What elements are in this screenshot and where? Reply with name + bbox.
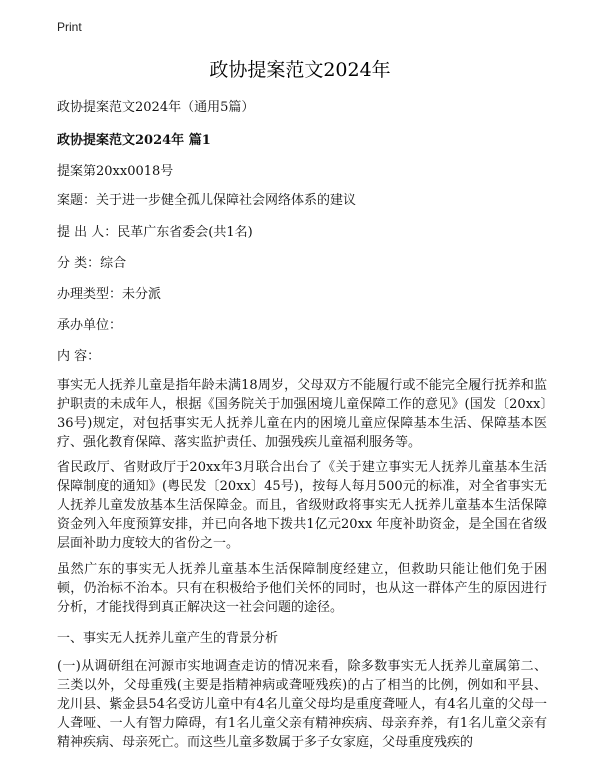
paragraph-3: 虽然广东的事实无人抚养儿童基本生活保障制度经建立，但救助只能让他们免于困顿，仍治标不治本。只有在积极给予他们关怀的同时，也从这一群体产生的原因进行分析，才能找得到真正解决这一社会问题的途径。 (57, 562, 547, 615)
paragraph-1: 事实无人抚养儿童是指年龄未满18周岁，父母双方不能履行或不能完全履行抚养和监护职责的未成年人，根据《国务院关于加强困境儿童保障工作的意见》(国发〔20xx〕36号)规定，对包括事实无人抚养儿童在内的困境儿童应保障基本生活、保障基本医疗、强化教育保障、落实监护责任、加强残疾儿童福利服务等。 (57, 378, 547, 450)
proposer: 提 出 人：民革广东省委会(共1名) (57, 225, 253, 240)
content-label: 内 容： (57, 349, 101, 364)
paragraph-2: 省民政厅、省财政厅于20xx年3月联合出台了《关于建立事实无人抚养儿童基本生活保障制度的通知》(粤民发〔20xx〕45号)，按每人每月500元的标准，对全省事实无人抚养儿童发放基本生活保障金。而且，省级财政将事实无人抚养儿童基本生活保障资金列入年度预算安排，并已向各地下拨共1亿元20xx 年度补助资金，是全国在省级层面补助力度较大的省份之一。 (57, 460, 547, 551)
handling-unit: 承办单位： (57, 318, 123, 333)
paragraph-4: (一)从调研组在河源市实地调查走访的情况来看，除多数事实无人抚养儿童属第二、三类以外，父母重残(主要是指精神病或聋哑残疾)的占了相当的比例，例如和平县、龙川县、紫金县54名受访儿童中有4名儿童父母均是重度聋哑人，有4名儿童的父母一人聋哑、一人有智力障碍，有1名儿童父亲有精神疾病、母亲弃养，有1名儿童父亲有精神疾病、母亲死亡。而这些儿童多数属于多子女家庭，父母重度残疾的 (57, 659, 547, 750)
section-subheading: 一、事实无人抚养儿童产生的背景分析 (57, 631, 279, 646)
document-title: 政协提案范文2024年 (209, 59, 391, 81)
document-subtitle: 政协提案范文2024年（通用5篇） (57, 100, 255, 115)
category: 分 类：综合 (57, 256, 127, 271)
print-link[interactable]: Print (57, 20, 82, 34)
proposal-subject: 案题：关于进一步健全孤儿保障社会网络体系的建议 (57, 193, 357, 208)
section-heading: 政协提案范文2024年 篇1 (57, 133, 211, 148)
handling-type: 办理类型：未分派 (57, 287, 162, 302)
proposal-number: 提案第20xx0018号 (57, 164, 174, 179)
